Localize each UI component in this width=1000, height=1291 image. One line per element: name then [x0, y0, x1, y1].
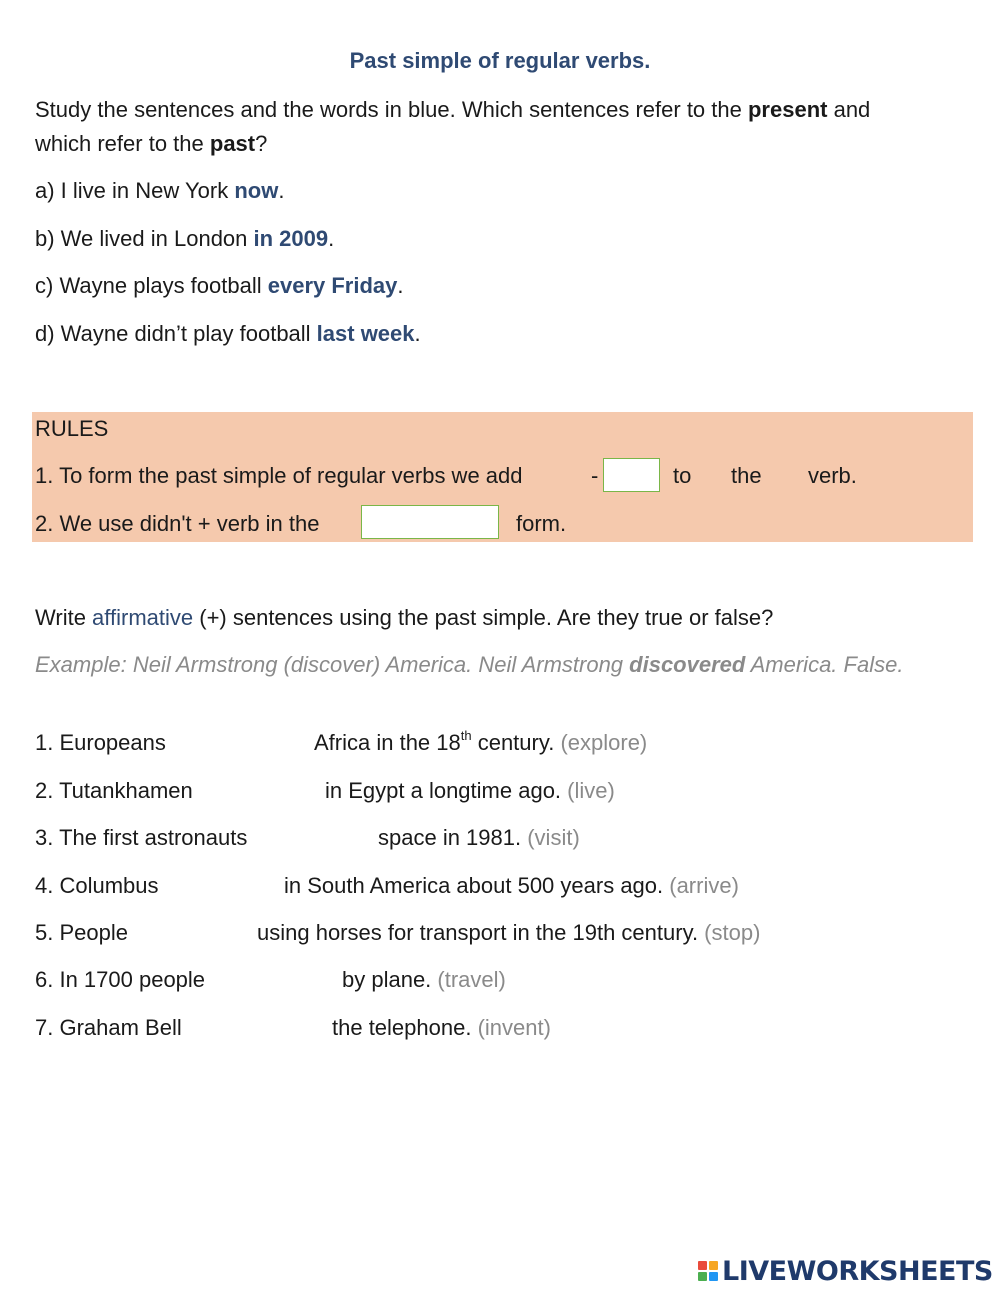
rule-2-form: form.: [516, 511, 567, 536]
sentence-text: d) Wayne didn’t play football: [35, 321, 317, 346]
sentence-a: [35, 177, 284, 205]
logo-mark-icon: [698, 1261, 718, 1281]
sentence-punct: .: [328, 226, 335, 251]
item-3-subject: 3. The first astronauts: [35, 825, 248, 850]
item-2-rest: [325, 777, 615, 805]
logo-square-1: [698, 1261, 707, 1270]
item-7-subject: 7. Graham Bell: [35, 1015, 182, 1040]
sentence-text: c) Wayne plays football: [35, 273, 268, 298]
rule-1-to: to: [673, 463, 692, 488]
item-text: in South America about 500 years ago.: [284, 873, 670, 898]
verb-hint: (stop): [704, 920, 761, 945]
rule-2-answer-input[interactable]: [361, 505, 499, 539]
rule-1-text: 1. To form the past simple of regular verbs we add: [35, 463, 523, 488]
intro-line-2: [35, 130, 267, 158]
item-5-subject: 5. People: [35, 920, 128, 945]
sentence-punct: .: [278, 178, 285, 203]
rule-1-verb: verb.: [808, 463, 857, 488]
item-1-rest: [314, 729, 647, 757]
example-answer: discovered: [629, 652, 746, 677]
rule-1-dash: -: [591, 463, 599, 488]
sentence-text: a) I live in New York: [35, 178, 235, 203]
example-text: America. False.: [745, 652, 904, 677]
item-6-subject: 6. In 1700 people: [35, 967, 206, 992]
logo-square-4: [709, 1272, 718, 1281]
sentence-b: [35, 225, 334, 253]
item-text: by plane.: [342, 967, 438, 992]
example-sentence: [35, 651, 903, 679]
item-7-rest: [332, 1014, 551, 1042]
ordinal-suffix: th: [460, 728, 472, 743]
verb-hint: (travel): [437, 967, 506, 992]
time-expression: every Friday: [267, 273, 398, 298]
verb-hint: (arrive): [669, 873, 739, 898]
item-text: using horses for transport in the 19th century.: [257, 920, 705, 945]
time-expression: now: [234, 178, 279, 203]
item-text: space in 1981.: [378, 825, 528, 850]
exercise-instruction: [35, 604, 773, 632]
item-1-subject: 1. Europeans: [35, 730, 166, 755]
intro-past: past: [209, 131, 256, 156]
time-expression: last week: [316, 321, 415, 346]
instruction-affirmative: affirmative: [92, 605, 194, 630]
item-4-rest: [284, 872, 739, 900]
verb-hint: (explore): [560, 730, 648, 755]
verb-hint: (invent): [477, 1015, 551, 1040]
item-6-rest: [342, 966, 506, 994]
logo-text: LIVEWORKSHEETS: [722, 1255, 993, 1287]
logo-square-3: [698, 1272, 707, 1281]
item-text: Africa in the 18: [314, 730, 461, 755]
sentence-punct: .: [414, 321, 421, 346]
liveworksheets-logo: [698, 1256, 993, 1286]
instruction-text: (+) sentences using the past simple. Are they true or false?: [193, 605, 774, 630]
rules-heading: RULES: [35, 416, 109, 441]
item-text: century.: [471, 730, 561, 755]
example-text: Example: Neil Armstrong (discover) America. Neil Armstrong: [35, 652, 630, 677]
intro-text: ?: [255, 131, 268, 156]
sentence-punct: .: [397, 273, 404, 298]
item-4-subject: 4. Columbus: [35, 873, 159, 898]
logo-square-2: [709, 1261, 718, 1270]
sentence-text: b) We lived in London: [35, 226, 254, 251]
verb-hint: (live): [567, 778, 615, 803]
intro-present: present: [747, 97, 828, 122]
time-expression: in 2009: [253, 226, 329, 251]
instruction-text: Write: [35, 605, 93, 630]
item-5-rest: [257, 919, 760, 947]
sentence-d: [35, 320, 421, 348]
intro-text: and: [827, 97, 871, 122]
item-text: the telephone.: [332, 1015, 478, 1040]
intro-line-1: [35, 96, 870, 124]
sentence-c: [35, 272, 404, 300]
verb-hint: (visit): [527, 825, 580, 850]
rule-1-answer-input[interactable]: [603, 458, 660, 492]
rule-2-text: 2. We use didn't + verb in the: [35, 511, 320, 536]
intro-text: Study the sentences and the words in blue. Which sentences refer to the: [35, 97, 748, 122]
page-title: Past simple of regular verbs.: [349, 48, 651, 73]
rule-1-the: the: [731, 463, 762, 488]
intro-text: which refer to the: [35, 131, 210, 156]
item-3-rest: [378, 824, 580, 852]
item-2-subject: 2. Tutankhamen: [35, 778, 193, 803]
item-text: in Egypt a longtime ago.: [325, 778, 568, 803]
